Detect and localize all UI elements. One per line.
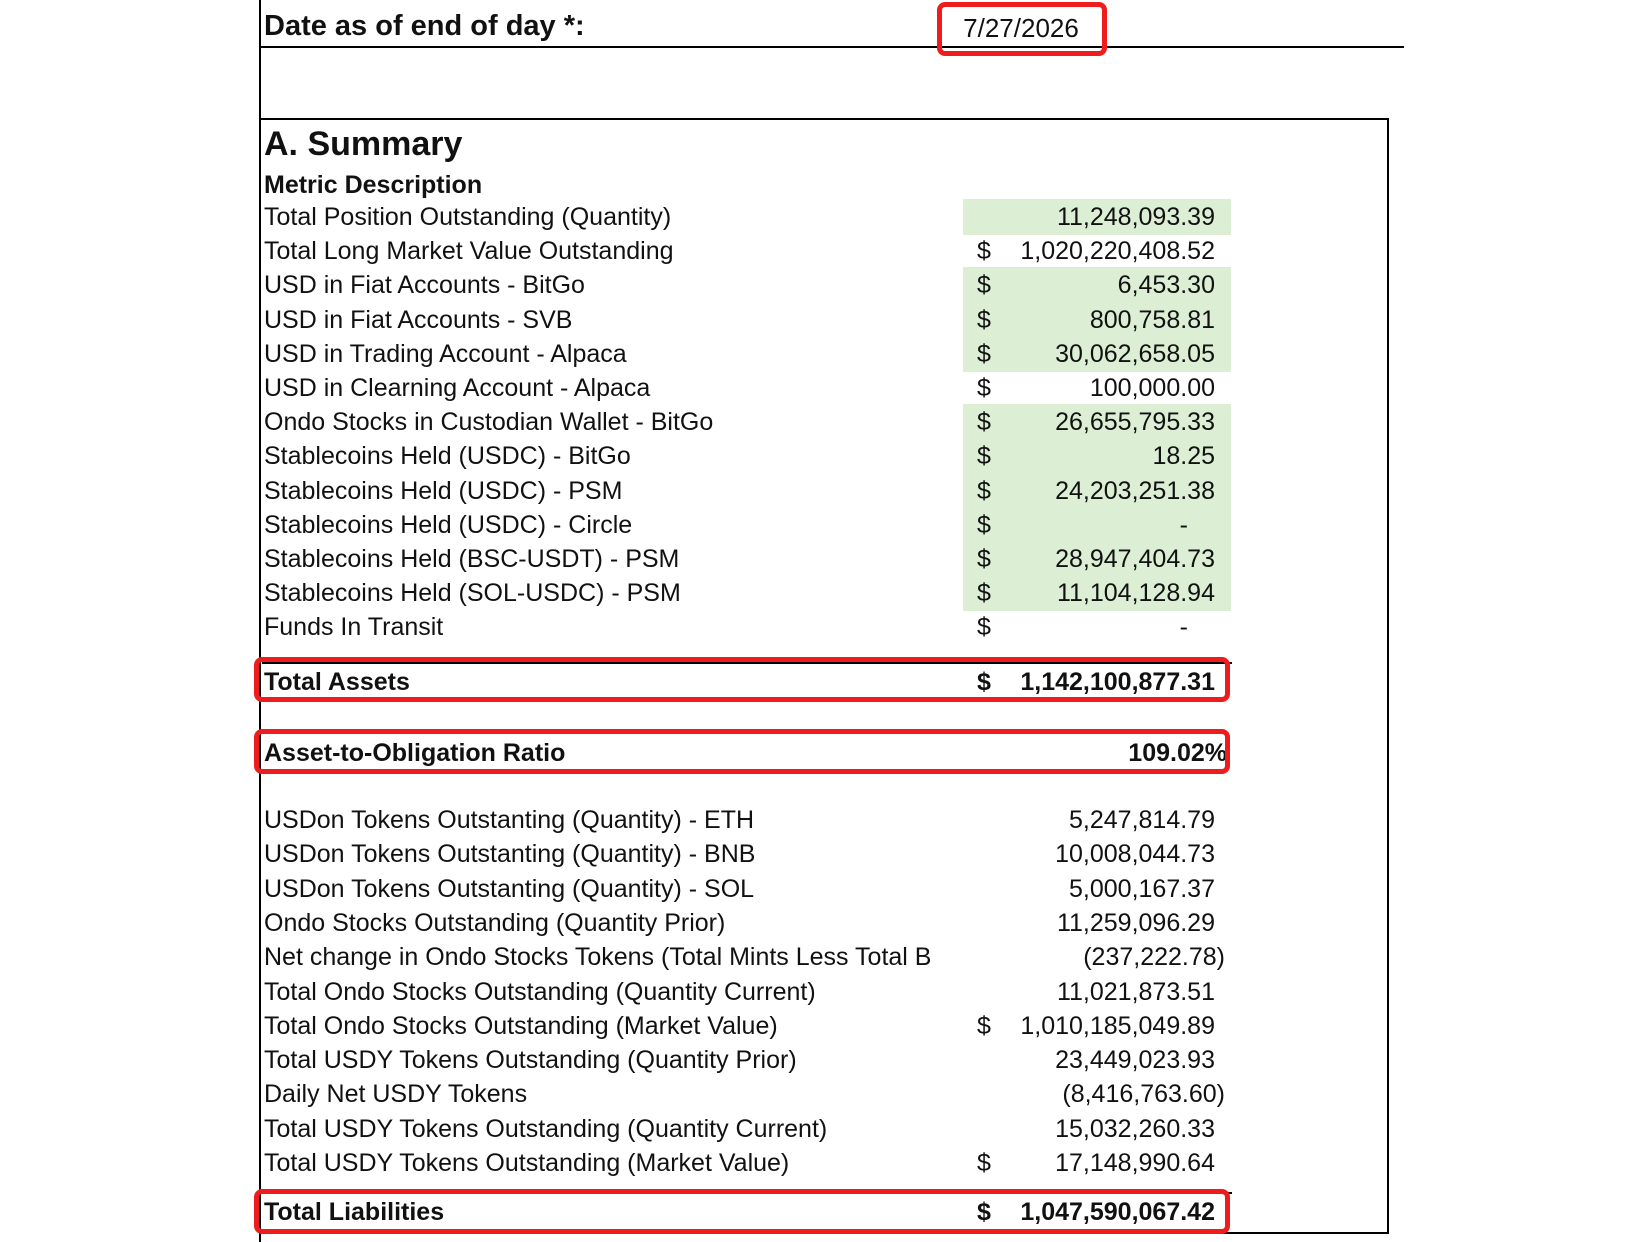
section-title: A. Summary	[264, 125, 463, 163]
row-label: Total Ondo Stocks Outstanding (Market Value)	[264, 1011, 778, 1040]
table-row	[262, 609, 1232, 645]
row-label: USDon Tokens Outstanting (Quantity) - BNB	[264, 840, 756, 869]
currency-symbol: $	[977, 271, 991, 300]
value-cell	[963, 575, 1231, 611]
table-row	[262, 233, 1232, 269]
date-value: 7/27/2026	[963, 13, 1079, 43]
total-liabilities-value: 1,047,590,067.42	[1020, 1198, 1215, 1226]
row-label: USD in Clearning Account - Alpaca	[264, 374, 651, 402]
row-value: 15,032,260.33	[1055, 1114, 1215, 1143]
row-label: Daily Net USDY Tokens	[264, 1080, 528, 1109]
row-value: 800,758.81	[1089, 305, 1215, 334]
row-value: (8,416,763.60)	[1062, 1080, 1225, 1109]
row-label: Stablecoins Held (USDC) - PSM	[264, 476, 623, 505]
currency-symbol: $	[977, 476, 991, 505]
table-row	[262, 473, 1232, 509]
row-label: USDon Tokens Outstanting (Quantity) - SOL	[264, 874, 755, 903]
row-value: 5,000,167.37	[1069, 874, 1215, 903]
value-cell	[963, 1076, 1231, 1112]
currency-symbol: $	[977, 545, 991, 573]
date-label: Date as of end of day *:	[264, 10, 585, 42]
row-label: USDon Tokens Outstanting (Quantity) - ETH	[264, 806, 755, 834]
value-cell	[963, 473, 1231, 509]
row-label: Stablecoins Held (BSC-USDT) - PSM	[264, 545, 680, 573]
date-underline	[260, 46, 1404, 48]
table-row	[262, 802, 1232, 838]
currency-symbol: $	[977, 510, 991, 539]
row-label: Total Position Outstanding (Quantity)	[264, 203, 672, 231]
table-row	[262, 370, 1232, 406]
value-cell	[963, 199, 1231, 235]
table-row	[262, 1145, 1232, 1181]
row-value: -	[1179, 613, 1188, 642]
table-row	[262, 267, 1232, 303]
table-row	[262, 974, 1232, 1010]
value-cell	[963, 871, 1231, 907]
value-cell	[963, 507, 1231, 543]
total-liabilities-annotation-box	[254, 1189, 1230, 1234]
table-row	[262, 541, 1232, 577]
currency-symbol: $	[977, 339, 991, 368]
row-value: 11,104,128.94	[1056, 579, 1215, 608]
total-assets-label: Total Assets	[264, 668, 410, 696]
table-row	[262, 939, 1232, 975]
table-row	[262, 1042, 1232, 1078]
row-value: 100,000.00	[1089, 374, 1215, 402]
currency-symbol: $	[977, 1011, 991, 1040]
value-cell	[963, 267, 1231, 303]
value-cell	[963, 1042, 1231, 1078]
row-label: Stablecoins Held (SOL-USDC) - PSM	[264, 579, 681, 608]
table-row	[262, 1008, 1232, 1044]
value-cell	[963, 939, 1231, 975]
table-row	[262, 336, 1232, 372]
table-row	[262, 836, 1232, 872]
value-cell	[963, 1111, 1231, 1147]
table-row	[262, 438, 1232, 474]
currency-symbol: $	[977, 442, 991, 471]
table-row	[262, 575, 1232, 611]
currency-symbol: $	[977, 374, 991, 402]
value-cell	[963, 609, 1231, 645]
total-assets-currency: $	[977, 668, 991, 696]
table-row	[262, 1076, 1232, 1112]
row-label: Net change in Ondo Stocks Tokens (Total Mints Less Total B	[264, 943, 932, 972]
value-cell	[963, 404, 1231, 440]
value-cell	[963, 336, 1231, 372]
currency-symbol: $	[977, 237, 991, 266]
ratio-annotation-box	[254, 729, 1230, 774]
row-label: Total USDY Tokens Outstanding (Market Value)	[264, 1149, 790, 1177]
value-cell	[963, 302, 1231, 338]
row-label: Ondo Stocks in Custodian Wallet - BitGo	[264, 408, 714, 437]
table-row	[262, 507, 1232, 543]
value-cell	[963, 974, 1231, 1010]
total-assets-annotation-box	[254, 657, 1230, 702]
total-assets-value: 1,142,100,877.31	[1020, 668, 1215, 696]
row-value: 26,655,795.33	[1055, 408, 1215, 437]
row-label: Stablecoins Held (USDC) - Circle	[264, 510, 633, 539]
table-row	[262, 871, 1232, 907]
row-value: 10,008,044.73	[1055, 840, 1215, 869]
date-annotation-box	[937, 2, 1107, 56]
row-value: 5,247,814.79	[1069, 806, 1215, 834]
table-row	[262, 1111, 1232, 1147]
row-value: 1,020,220,408.52	[1020, 237, 1215, 266]
row-label: USD in Trading Account - Alpaca	[264, 339, 627, 368]
row-value: -	[1179, 510, 1188, 539]
row-label: Ondo Stocks Outstanding (Quantity Prior)	[264, 908, 726, 937]
ratio-value: 109.02%	[1128, 739, 1227, 767]
table-row	[262, 404, 1232, 440]
table-row	[262, 905, 1232, 941]
currency-symbol: $	[977, 1149, 991, 1177]
row-label: USD in Fiat Accounts - BitGo	[264, 271, 585, 300]
currency-symbol: $	[977, 613, 991, 642]
row-label: USD in Fiat Accounts - SVB	[264, 305, 573, 334]
row-value: 1,010,185,049.89	[1020, 1011, 1215, 1040]
row-label: Total USDY Tokens Outstanding (Quantity Prior)	[264, 1046, 797, 1075]
row-value: 24,203,251.38	[1055, 476, 1215, 505]
row-value: (237,222.78)	[1083, 943, 1225, 972]
row-label: Total Long Market Value Outstanding	[264, 237, 674, 266]
currency-symbol: $	[977, 305, 991, 334]
total-liabilities-label: Total Liabilities	[264, 1198, 445, 1226]
row-label: Total USDY Tokens Outstanding (Quantity Current)	[264, 1114, 828, 1143]
row-value: 28,947,404.73	[1055, 545, 1215, 573]
value-cell	[963, 802, 1231, 838]
table-row	[262, 302, 1232, 338]
ratio-label: Asset-to-Obligation Ratio	[264, 739, 566, 767]
row-label: Funds In Transit	[264, 613, 444, 642]
row-value: 11,259,096.29	[1056, 908, 1215, 937]
row-value: 11,021,873.51	[1056, 977, 1215, 1006]
value-cell	[963, 905, 1231, 941]
row-label: Stablecoins Held (USDC) - BitGo	[264, 442, 631, 471]
table-row	[262, 199, 1232, 235]
value-cell	[963, 370, 1231, 406]
row-value: 17,148,990.64	[1055, 1149, 1215, 1177]
currency-symbol: $	[977, 408, 991, 437]
row-value: 11,248,093.39	[1056, 203, 1215, 231]
currency-symbol: $	[977, 579, 991, 608]
metric-description-header: Metric Description	[264, 171, 483, 199]
value-cell	[963, 541, 1231, 577]
value-cell	[963, 233, 1231, 269]
value-cell	[963, 438, 1231, 474]
row-value: 30,062,658.05	[1055, 339, 1215, 368]
row-value: 6,453.30	[1117, 271, 1215, 300]
value-cell	[963, 836, 1231, 872]
total-liabilities-currency: $	[977, 1198, 991, 1226]
row-label: Total Ondo Stocks Outstanding (Quantity Current)	[264, 977, 816, 1006]
row-value: 18.25	[1152, 442, 1215, 471]
value-cell	[963, 1008, 1231, 1044]
value-cell	[963, 1145, 1231, 1181]
row-value: 23,449,023.93	[1055, 1046, 1215, 1075]
